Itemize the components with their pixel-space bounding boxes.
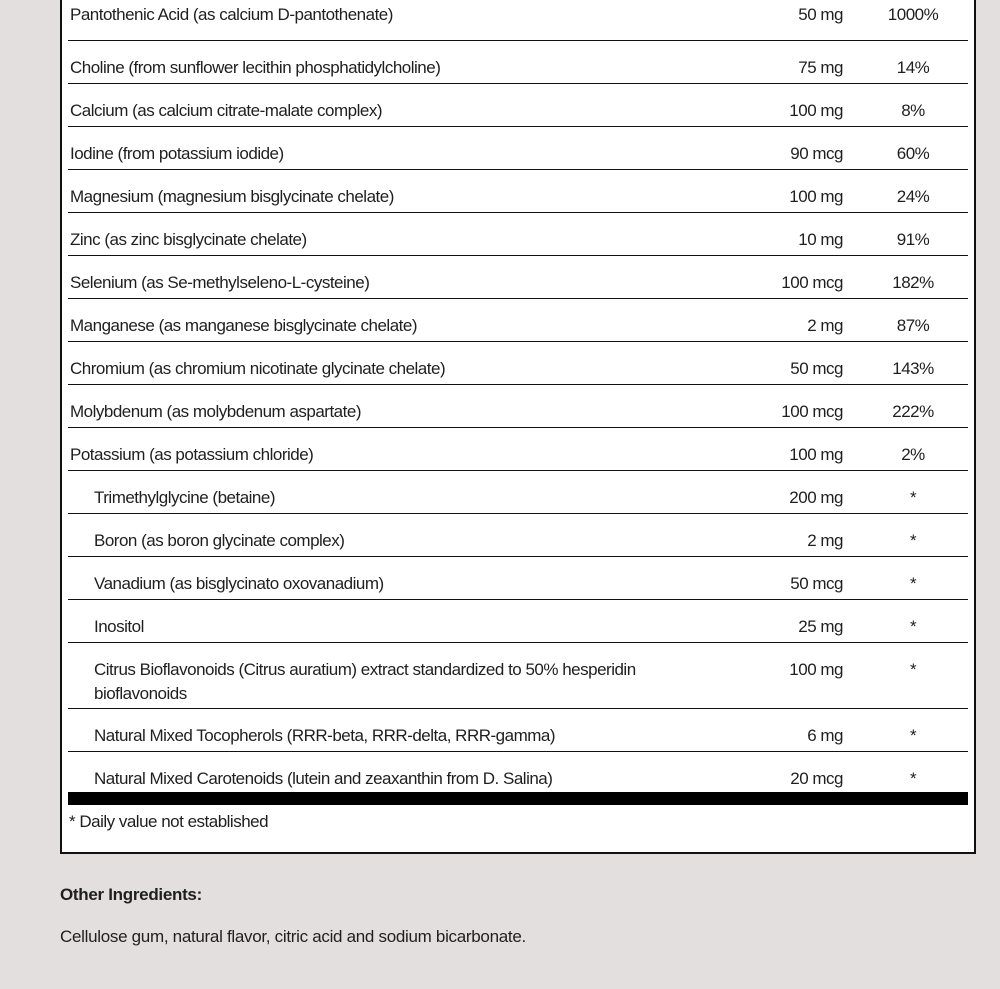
- table-row: [68, 127, 968, 170]
- daily-value: *: [909, 660, 917, 679]
- daily-value: 182%: [892, 273, 934, 292]
- ingredient-name: Selenium (as Se-methylseleno-L-cysteine): [70, 273, 370, 292]
- ingredient-amount: 90 mcg: [790, 144, 843, 163]
- table-row: [68, 256, 968, 299]
- ingredient-amount: 2 mg: [807, 316, 843, 335]
- table-row: [68, 41, 968, 84]
- daily-value: 8%: [901, 101, 925, 120]
- table-row: [68, 342, 968, 385]
- ingredient-amount: 100 mg: [789, 187, 843, 206]
- ingredient-amount: 50 mg: [798, 5, 843, 24]
- ingredient-name: Potassium (as potassium chloride): [70, 445, 314, 464]
- table-row: [68, 385, 968, 428]
- supplement-facts-panel: [60, 0, 976, 854]
- daily-value: *: [909, 574, 917, 593]
- table-row: [68, 752, 968, 794]
- daily-value: 143%: [892, 359, 934, 378]
- daily-value: 91%: [896, 230, 930, 249]
- daily-value: 24%: [896, 187, 930, 206]
- table-row: [68, 514, 968, 557]
- ingredient-amount: 50 mcg: [790, 359, 843, 378]
- daily-value: 60%: [896, 144, 930, 163]
- table-row: [68, 471, 968, 514]
- ingredient-amount: 6 mg: [807, 726, 843, 745]
- ingredient-amount: 75 mg: [798, 58, 843, 77]
- ingredient-name: Iodine (from potassium iodide): [70, 144, 284, 163]
- ingredient-name: Manganese (as manganese bisglycinate chelate): [70, 316, 418, 335]
- daily-value: *: [909, 726, 917, 745]
- table-row: [68, 643, 968, 709]
- ingredient-name: Boron (as boron glycinate complex): [94, 531, 345, 550]
- table-row: [68, 709, 968, 752]
- ingredient-amount: 100 mg: [789, 660, 843, 679]
- ingredient-name: Trimethylglycine (betaine): [94, 488, 275, 507]
- daily-value: *: [909, 531, 917, 550]
- table-row: [68, 600, 968, 643]
- table-row: [68, 0, 968, 41]
- daily-value: 87%: [896, 316, 930, 335]
- ingredient-name: Natural Mixed Tocopherols (RRR-beta, RRR-delta, RRR-gamma): [94, 726, 556, 745]
- ingredient-name: Natural Mixed Carotenoids (lutein and zeaxanthin from D. Salina): [94, 769, 553, 788]
- table-row: [68, 170, 968, 213]
- table-row: [68, 557, 968, 600]
- daily-value: *: [909, 488, 917, 507]
- daily-value: 1000%: [887, 5, 939, 24]
- ingredient-table: [68, 0, 968, 794]
- table-row: [68, 84, 968, 127]
- table-divider-bar: [68, 792, 968, 805]
- ingredient-amount: 200 mg: [789, 488, 843, 507]
- daily-value: 14%: [896, 58, 930, 77]
- ingredient-amount: 25 mg: [798, 617, 843, 636]
- ingredient-amount: 10 mg: [798, 230, 843, 249]
- other-ingredients-text: Cellulose gum, natural flavor, citric acid and sodium bicarbonate.: [60, 927, 526, 946]
- daily-value: 222%: [892, 402, 934, 421]
- ingredient-amount: 100 mcg: [781, 273, 843, 292]
- ingredient-name: Choline (from sunflower lecithin phosphatidylcholine): [70, 58, 441, 77]
- ingredient-amount: 100 mcg: [781, 402, 843, 421]
- ingredient-name: Zinc (as zinc bisglycinate chelate): [70, 230, 307, 249]
- ingredient-name: Citrus Bioflavonoids (Citrus auratium) extract standardized to 50% hesperidin bioflavonoids: [94, 660, 636, 703]
- ingredient-name: Inositol: [94, 617, 144, 636]
- table-row: [68, 299, 968, 342]
- ingredient-name: Magnesium (magnesium bisglycinate chelate): [70, 187, 394, 206]
- ingredient-name: Chromium (as chromium nicotinate glycinate chelate): [70, 359, 446, 378]
- footnote: * Daily value not established: [69, 812, 269, 831]
- table-row: [68, 428, 968, 471]
- daily-value: *: [909, 617, 917, 636]
- ingredient-amount: 2 mg: [807, 531, 843, 550]
- ingredient-amount: 100 mg: [789, 101, 843, 120]
- ingredient-amount: 20 mcg: [790, 769, 843, 788]
- ingredient-amount: 50 mcg: [790, 574, 843, 593]
- table-row: [68, 213, 968, 256]
- ingredient-name: Calcium (as calcium citrate-malate complex): [70, 101, 382, 120]
- other-ingredients-title: Other Ingredients:: [60, 885, 202, 904]
- ingredient-name: Pantothenic Acid (as calcium D-pantothenate): [70, 5, 393, 24]
- ingredient-name: Vanadium (as bisglycinato oxovanadium): [94, 574, 384, 593]
- ingredient-name: Molybdenum (as molybdenum aspartate): [70, 402, 361, 421]
- ingredient-amount: 100 mg: [789, 445, 843, 464]
- daily-value: *: [909, 769, 917, 788]
- daily-value: 2%: [901, 445, 925, 464]
